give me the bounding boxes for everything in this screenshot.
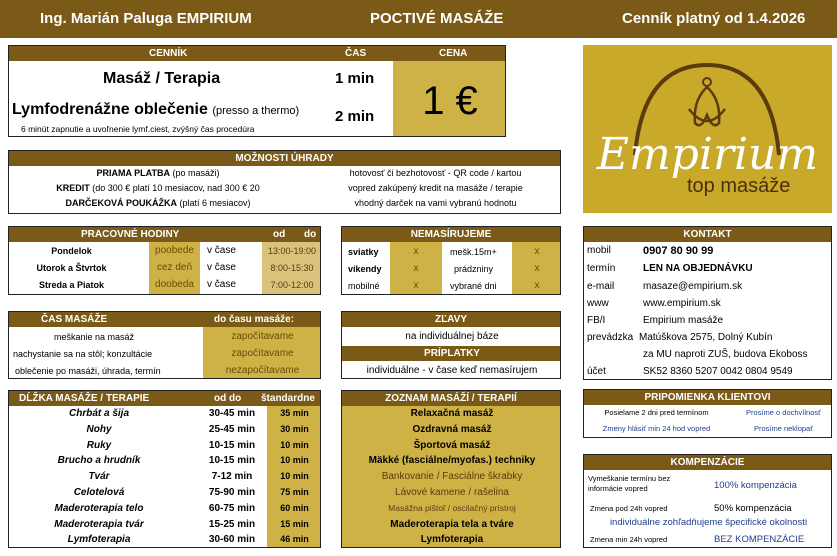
kompenzacie-box [583,454,832,548]
nem-ax-1: x [413,246,419,257]
cas-masaze-header: ČAS MASÁŽE do času masáže: [9,312,320,327]
contact-header: KONTAKT [584,227,831,242]
zlavy-text: na individuálnej báze [405,331,499,342]
nem-a-3: mobilné [348,281,380,291]
dlzka-std: 46 min [280,534,309,545]
row-masaz-label: Masáž / Terapia [103,70,221,87]
dlzka-std: 10 min [280,455,309,466]
payment-desc-2: vopred zakúpený kredit na masáže / terapie [348,183,523,193]
dlzka-std: 75 min [280,487,309,497]
cas-value-3: nezapočítavame [225,365,300,376]
cas-value-2: započítavame [231,348,294,359]
dlzka-range: 7-12 min [211,471,253,483]
dlzka-range: 75-90 min [208,487,256,498]
payment-row-2: KREDIT (do 300 € platí 10 mesiacov, nad 300 € 20 [56,183,260,193]
nem-bx-2: x [534,263,540,274]
hours-time-3: 7:00-12:00 [270,280,314,290]
nem-bx-3: x [534,280,540,291]
payment-row-3: DARČEKOVÁ POUKÁŽKA (platí 6 mesiacov) [65,198,251,208]
kompenzacie-header: KOMPENZÁCIE [584,455,831,470]
zlavy-box [341,311,561,379]
nem-b-1: mešk.15m+ [450,247,497,257]
hours-shift-1: poobede [155,245,194,256]
zoznam-item: Maderoterapia tela a tváre [390,518,514,530]
zlavy-header: ZĽAVY [342,312,560,327]
dlzka-name: Ruky [86,439,112,451]
dlzka-name: Lymfoterapia [67,534,131,546]
row-masaz-time: 1 min [335,70,375,87]
dlzka-range: 30-60 min [208,534,256,546]
zoznam-item: Relaxačná masáž [410,408,494,419]
dlzka-name: Tvár [88,471,110,483]
row-lymfo-sub: 6 minút zapnutie a uvoľnenie lymf.ciest, zvýšný čas procedúra [21,124,255,134]
komp-r4b: BEZ KOMPENZÁCIE [714,534,805,545]
zoznam-header: ZOZNAM MASÁŽÍ / TERAPIÍ [342,391,560,406]
pricing-box [8,45,506,137]
payment-header: MOŽNOSTI ÚHRADY [9,151,560,166]
col-cennik: CENNÍK [149,48,188,59]
hours-time-2: 8:00-15:30 [270,263,314,273]
col-cena: CENA [439,48,468,59]
dlzka-std: 60 min [280,502,309,513]
hours-header: PRACOVNÉ HODINY od do [9,227,320,242]
payment-row-1: PRIAMA PLATBA (po masáži) [96,168,220,178]
cas-value-1: započítavame [231,331,294,342]
payment-box [8,150,561,214]
price-value: 1 € [422,79,478,123]
zoznam-item: Športová masáž [413,439,491,451]
nemasirujeme-box [341,226,561,295]
cas-label-1: meškanie na masáž [53,332,135,342]
zoznam-item: Masážna pištoľ / oscilačný prístroj [388,502,516,513]
payment-desc-1: hotovosť či bezhotovosť - QR code / kartou [349,168,522,178]
komp-r3: individuálne zohľadňujeme špecifické okolnosti [609,517,808,528]
contact-box: KONTAKT mobil 0907 80 90 99 termín LEN NA OBJEDNÁVKU e-mail masaze@empirium.sk www www.empirium.sk FB/I Empirium masáže prevádzka Matúškova 2575, Dolný Kubín za MU naproti ZUŠ, budova Ekoboss účet SK52 8360 5207 0042 0804 9549 [583,226,832,380]
dlzka-box [8,390,321,548]
company-name: Ing. Marián Paluga EMPIRIUM [40,10,252,27]
pripomienka-r2a: Zmeny hlásiť min 24 hod vopred [602,424,711,433]
hours-shift-2: cez deň [156,262,193,273]
cas-label-2: nachystanie sa na stôl; konzultácie [13,349,153,359]
pripomienka-r2b: Prosíme neklopať [753,424,814,433]
cas-label-3: oblečenie po masáži, úhrada, termín [15,366,161,376]
hours-time-1: 13:00-19:00 [267,246,317,256]
zoznam-item: Mäkké (fasciálne/myofas.) techniky [368,455,536,467]
hours-in-3: v čase [207,279,236,290]
row-lymfo-note: (presso a thermo) [212,105,300,117]
dlzka-name: Celotelová [73,487,125,498]
col-cas: ČAS [345,48,367,59]
payment-desc-3: vhodný darček na vami vybranú hodnotu [354,198,517,208]
pripomienka-header: PRIPOMIENKA KLIENTOVI [584,390,831,405]
pripomienka-r1b: Prosíme o dochvílnosť [746,408,821,417]
dlzka-name: Maderoterapia tvár [54,518,144,530]
pricing-header [9,46,505,61]
dlzka-std: 15 min [280,518,309,529]
dlzka-range: 10-15 min [208,439,256,451]
priplatky-header: PRÍPLATKY [342,346,561,361]
page-title: POCTIVÉ MASÁŽE [370,10,504,27]
top-banner [0,0,837,38]
komp-r1a: Vymeškanie termínu bez informácie vopred [588,474,671,493]
nem-bx-1: x [534,246,540,257]
dlzka-name: Nohy [86,423,112,435]
zoznam-box [341,390,561,548]
dlzka-name: Brucho a hrudník [57,455,141,467]
dlzka-range: 15-25 min [208,518,256,530]
hours-in-1: v čase [207,245,236,256]
row-lymfo-time: 2 min [335,108,375,125]
pripomienka-box [583,389,832,438]
dlzka-range: 30-45 min [208,408,256,419]
priplatky-text: individuálne - v čase keď nemasírujem [366,365,538,376]
dlzka-std: 30 min [280,423,309,434]
pripomienka-r1a: Posielame 2 dni pred termínom [604,408,709,417]
komp-r1b: 100% kompenzácia [714,480,797,491]
row-lymfo-label: Lymfodrenážne oblečenie [12,101,208,118]
empirium-logo [583,45,832,213]
hours-in-2: v čase [207,262,236,273]
price-cell [393,61,506,137]
hours-day-3: Streda a Piatok [38,280,105,290]
logo-sub: top masáže [687,175,791,197]
hours-box [8,226,321,295]
zoznam-item: Bankovanie / Fasciálne škrabky [381,471,523,483]
hours-day-1: Pondelok [51,246,92,256]
zoznam-item: Lymfoterapia [420,534,484,546]
nem-ax-3: x [413,280,419,291]
dlzka-range: 25-45 min [208,423,256,435]
komp-r4a: Zmena min 24h vopred [590,535,668,544]
nem-ax-2: x [413,263,419,274]
dlzka-std: 10 min [280,439,309,450]
dlzka-name: Maderoterapia telo [54,502,144,514]
valid-from: Cenník platný od 1.4.2026 [622,10,806,27]
nem-b-2: prádzniny [454,264,494,274]
nem-a-2: víkendy [348,264,382,274]
nem-a-1: sviatky [348,247,379,257]
logo-word: Empirium [596,129,819,180]
zoznam-item: Lávové kamene / rašelina [395,487,509,498]
cas-masaze-box [8,311,321,379]
dlzka-header: DĹŽKA MASÁŽE / TERAPIE od do štandardne [9,391,320,406]
komp-r2b: 50% kompenzácia [714,503,792,514]
dlzka-range: 10-15 min [208,455,256,467]
nem-b-3: vybrané dni [450,281,497,291]
dlzka-range: 60-75 min [208,502,256,514]
row-lymfo [12,101,299,119]
dlzka-name: Chrbát a šija [68,408,130,419]
zoznam-item: Ozdravná masáž [412,423,492,435]
hours-day-2: Utorok a Štvrtok [36,263,107,273]
dlzka-std: 35 min [280,408,309,418]
nemasirujeme-header: NEMASÍRUJEME [342,227,560,242]
dlzka-std: 10 min [280,471,309,482]
komp-r2a: Zmena pod 24h vopred [590,504,668,513]
hours-shift-3: doobeda [155,279,194,290]
